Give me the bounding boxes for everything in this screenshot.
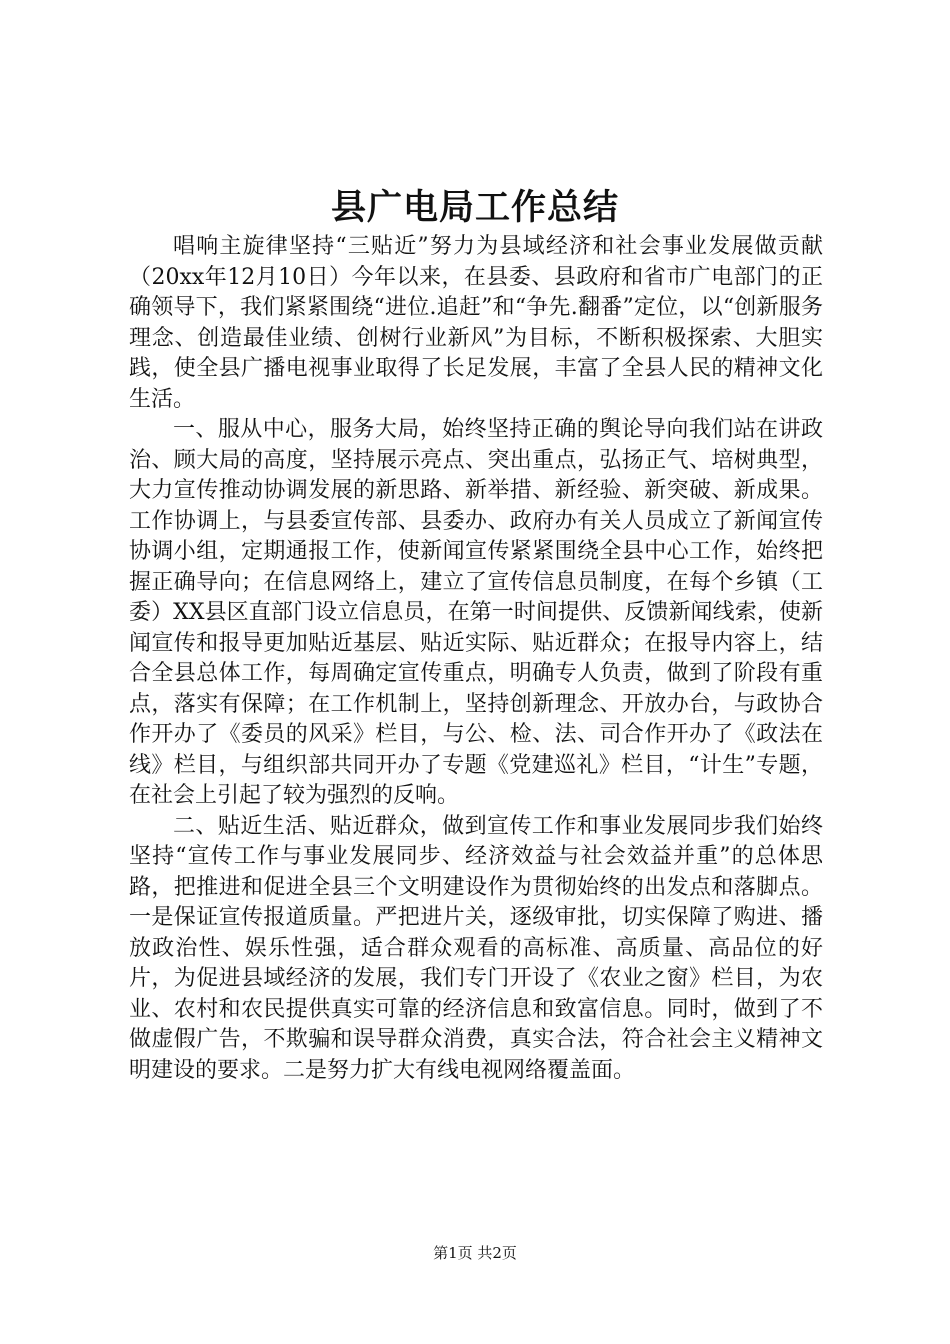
page-footer: 第1页 共2页 xyxy=(433,1244,517,1262)
paragraph-section-1: 一、服从中心，服务大局，始终坚持正确的舆论导向我们站在讲政治、顾大局的高度，坚持展示亮点、突出重点，弘扬正气、培树典型，大力宣传推动协调发展的新思路、新举措、新经验、新突破、新成果。工作协调上，与县委宣传部、县委办、政府办有关人员成立了新闻宣传协调小组，定期通报工作，使新闻宣传紧紧围绕全县中心工作，始终把握正确导向；在信息网络上，建立了宣传信息员制度，在每个乡镇（工委）XX县区直部门设立信息员，在第一时间提供、反馈新闻线索，使新闻宣传和报导更加贴近基层、贴近实际、贴近群众；在报导内容上，结合全县总体工作，每周确定宣传重点，明确专人负责，做到了阶段有重点，落实有保障；在工作机制上，坚持创新理念、开放办台，与政协合作开办了《委员的风采》栏目，与公、检、法、司合作开办了《政法在线》栏目，与组织部共同开办了专题《党建巡礼》栏目，“计生”专题，在社会上引起了较为强烈的反响。 xyxy=(129,417,823,808)
paragraph-intro: 唱响主旋律坚持“三贴近”努力为县域经济和社会事业发展做贡献（20xx年12月10日）今年以来，在县委、县政府和省市广电部门的正确领导下，我们紧紧围绕“进位.追赶”和“争先.翻番”定位，以“创新服务理念、创造最佳业绩、创树行业新风”为目标，不断积极探索、大胆实践，使全县广播电视事业取得了长足发展，丰富了全县人民的精神文化生活。 xyxy=(129,234,823,412)
document-body xyxy=(129,232,823,1086)
paragraph-section-2: 二、贴近生活、贴近群众，做到宣传工作和事业发展同步我们始终坚持“宣传工作与事业发展同步、经济效益与社会效益并重”的总体思路，把推进和促进全县三个文明建设作为贯彻始终的出发点和落脚点。一是保证宣传报道质量。严把进片关，逐级审批，切实保障了购进、播放政治性、娱乐性强，适合群众观看的高标准、高质量、高品位的好片，为促进县域经济的发展，我们专门开设了《农业之窗》栏目，为农业、农村和农民提供真实可靠的经济信息和致富信息。同时，做到了不做虚假广告，不欺骗和误导群众消费，真实合法，符合社会主义精神文明建设的要求。二是努力扩大有线电视网络覆盖面。 xyxy=(129,813,823,1083)
document-title: 县广电局工作总结 xyxy=(330,187,619,228)
